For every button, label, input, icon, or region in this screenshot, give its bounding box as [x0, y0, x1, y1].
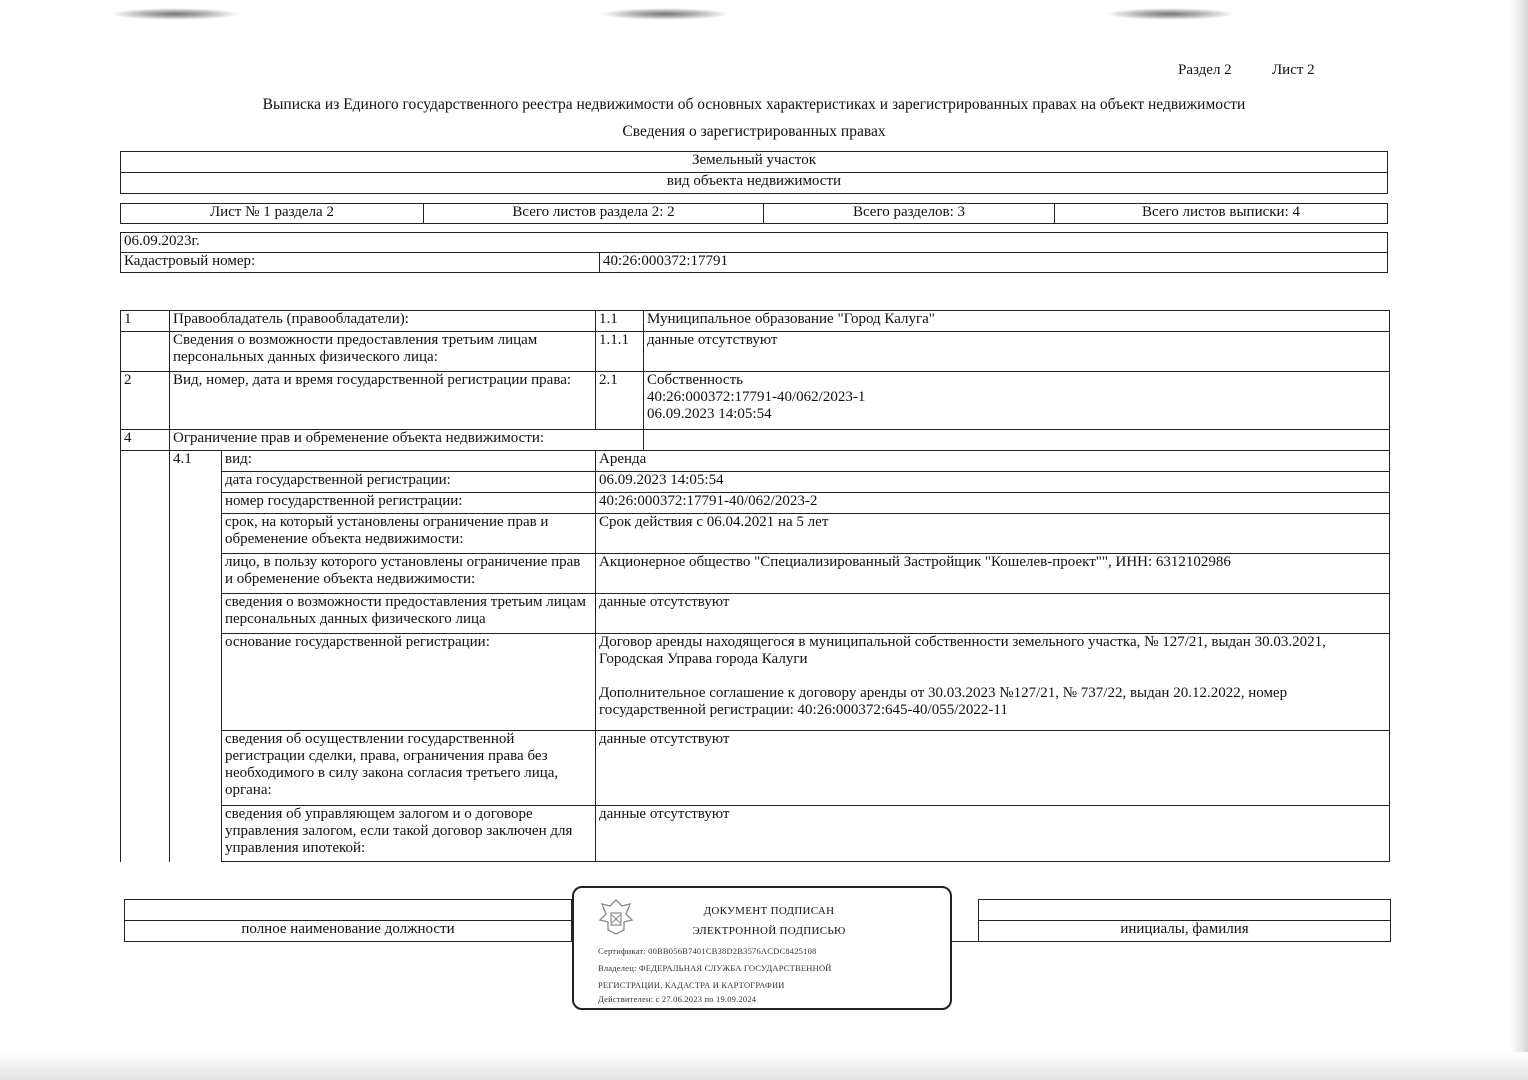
row-number: 2 — [121, 372, 170, 430]
right-type: Собственность — [647, 372, 743, 388]
empty-cell — [121, 731, 170, 806]
registration-label: Вид, номер, дата и время государственной регистрации права: — [170, 372, 596, 430]
total-sections: Всего разделов: 3 — [764, 204, 1055, 224]
personal-data-subnumber: 1.1.1 — [596, 332, 644, 372]
encumbrance-field-label: сведения об осуществлении государственной регистрации сделки, права, ограничения права без необходимого в силу закона согласия третьего лица, органа: — [222, 731, 596, 806]
empty-cell — [121, 806, 170, 862]
object-type-caption: вид объекта недвижимости — [121, 173, 1388, 194]
sheets-table — [120, 203, 1388, 224]
empty-cell — [121, 594, 170, 634]
encumbrance-field-label: лицо, в пользу которого установлены ограничение прав и обременение объекта недвижимости: — [222, 554, 596, 594]
cadastral-label: Кадастровый номер: — [121, 253, 600, 273]
encumbrance-field-value: Срок действия с 06.04.2021 на 5 лет — [596, 514, 1390, 554]
cadastral-info-table — [120, 232, 1388, 273]
holder-value: Муниципальное образование "Город Калуга" — [644, 311, 1390, 332]
empty-cell — [170, 634, 222, 731]
encumbrance-field-label: вид: — [222, 451, 596, 472]
row-number: 4 — [121, 430, 170, 451]
object-type: Земельный участок — [121, 152, 1388, 173]
encumbrance-field-value: данные отсутствуют — [596, 594, 1390, 634]
extract-date: 06.09.2023г. — [121, 233, 1388, 253]
empty-cell — [121, 514, 170, 554]
encumbrance-field-value: Аренда — [596, 451, 1390, 472]
empty-cell — [121, 634, 170, 731]
empty-cell — [170, 731, 222, 806]
empty-cell — [170, 472, 222, 493]
position-field — [125, 900, 572, 921]
electronic-signature-stamp — [572, 886, 952, 1010]
document-title: Выписка из Единого государственного реестра недвижимости об основных характеристиках и зарегистрированных правах на объект недвижимости — [262, 96, 1246, 113]
rights-table — [120, 310, 1390, 862]
encumbrance-field-label: срок, на который установлены ограничение прав и обременение объекта недвижимости: — [222, 514, 596, 554]
registration-basis-value — [596, 634, 1390, 731]
personal-data-label: Сведения о возможности предоставления третьим лицам персональных данных физического лица: — [170, 332, 596, 372]
empty-cell — [121, 472, 170, 493]
empty-cell — [121, 451, 170, 472]
basis-supplementary-agreement: Дополнительное соглашение к договору аренды от 30.03.2023 №127/21, № 737/22, выдан 20.12.2022, номер государственной регистрации: 40:26:000372:645-40/055/2022-11 — [599, 685, 1288, 718]
encumbrance-field-label: дата государственной регистрации: — [222, 472, 596, 493]
encumbrance-field-label: сведения о возможности предоставления третьим лицам персональных данных физического лица — [222, 594, 596, 634]
encumbrance-field-label: основание государственной регистрации: — [222, 634, 596, 731]
scan-bottom-shadow — [0, 1052, 1528, 1080]
empty-cell — [121, 332, 170, 372]
empty-cell — [170, 493, 222, 514]
total-extract-sheets: Всего листов выписки: 4 — [1055, 204, 1388, 224]
encumbrance-field-label: сведения об управляющем залогом и о договоре управления залогом, если такой договор заключен для управления ипотекой: — [222, 806, 596, 862]
total-section-sheets: Всего листов раздела 2: 2 — [424, 204, 764, 224]
empty-cell — [121, 493, 170, 514]
stamp-certificate: Сертификат: 00BB056B7401CB38D2B3576ACDC8425108 — [598, 946, 817, 956]
scan-smudge — [110, 8, 240, 20]
personal-data-value: данные отсутствуют — [644, 332, 1390, 372]
empty-cell — [170, 554, 222, 594]
empty-cell — [170, 514, 222, 554]
sheet-label: Лист 2 — [1272, 62, 1315, 78]
right-number: 40:26:000372:17791-40/062/2023-1 — [647, 389, 866, 405]
encumbrance-field-label: номер государственной регистрации: — [222, 493, 596, 514]
holder-label: Правообладатель (правообладатели): — [170, 311, 596, 332]
empty-cell — [644, 430, 1390, 451]
stamp-owner-line-2: РЕГИСТРАЦИИ, КАДАСТРА И КАРТОГРАФИИ — [598, 980, 785, 990]
coat-of-arms-icon — [596, 896, 636, 938]
registration-value — [644, 372, 1390, 430]
position-caption: полное наименование должности — [125, 921, 572, 942]
scan-smudge — [1105, 8, 1235, 20]
encumbrance-field-value: данные отсутствуют — [596, 806, 1390, 862]
initials-caption: инициалы, фамилия — [979, 921, 1391, 942]
initials-field — [979, 900, 1391, 921]
encumbrance-field-value: данные отсутствуют — [596, 731, 1390, 806]
right-datetime: 06.09.2023 14:05:54 — [647, 406, 772, 422]
object-type-table — [120, 151, 1388, 194]
section-label: Раздел 2 — [1178, 62, 1232, 78]
registration-subnumber: 2.1 — [596, 372, 644, 430]
holder-subnumber: 1.1 — [596, 311, 644, 332]
basis-lease-agreement: Договор аренды находящегося в муниципальной собственности земельного участка, № 127/21, выдан 30.03.2021, Городская Управа города Калуги — [599, 634, 1326, 667]
stamp-title-line-1: ДОКУМЕНТ ПОДПИСАН — [703, 905, 835, 917]
empty-cell — [121, 554, 170, 594]
encumbrance-subnumber: 4.1 — [170, 451, 222, 472]
encumbrance-field-value: 40:26:000372:17791-40/062/2023-2 — [596, 493, 1390, 514]
empty-cell — [170, 806, 222, 862]
stamp-owner-line-1: Владелец: ФЕДЕРАЛЬНАЯ СЛУЖБА ГОСУДАРСТВЕННОЙ — [598, 963, 832, 973]
encumbrance-field-value: 06.09.2023 14:05:54 — [596, 472, 1390, 493]
stamp-validity: Действителен: с 27.06.2023 по 19.09.2024 — [598, 994, 757, 1004]
stamp-title-line-2: ЭЛЕКТРОННОЙ ПОДПИСЬЮ — [692, 925, 846, 937]
empty-cell — [170, 594, 222, 634]
sheet-of-section: Лист № 1 раздела 2 — [121, 204, 424, 224]
document-subtitle: Сведения о зарегистрированных правах — [622, 123, 886, 140]
row-number: 1 — [121, 311, 170, 332]
encumbrance-label: Ограничение прав и обременение объекта недвижимости: — [170, 430, 644, 451]
scan-edge-shadow — [1510, 0, 1528, 1080]
cadastral-value: 40:26:000372:17791 — [600, 253, 1388, 273]
scan-smudge — [600, 8, 730, 20]
encumbrance-field-value: Акционерное общество "Специализированный Застройщик "Кошелев-проект"", ИНН: 6312102986 — [596, 554, 1390, 594]
